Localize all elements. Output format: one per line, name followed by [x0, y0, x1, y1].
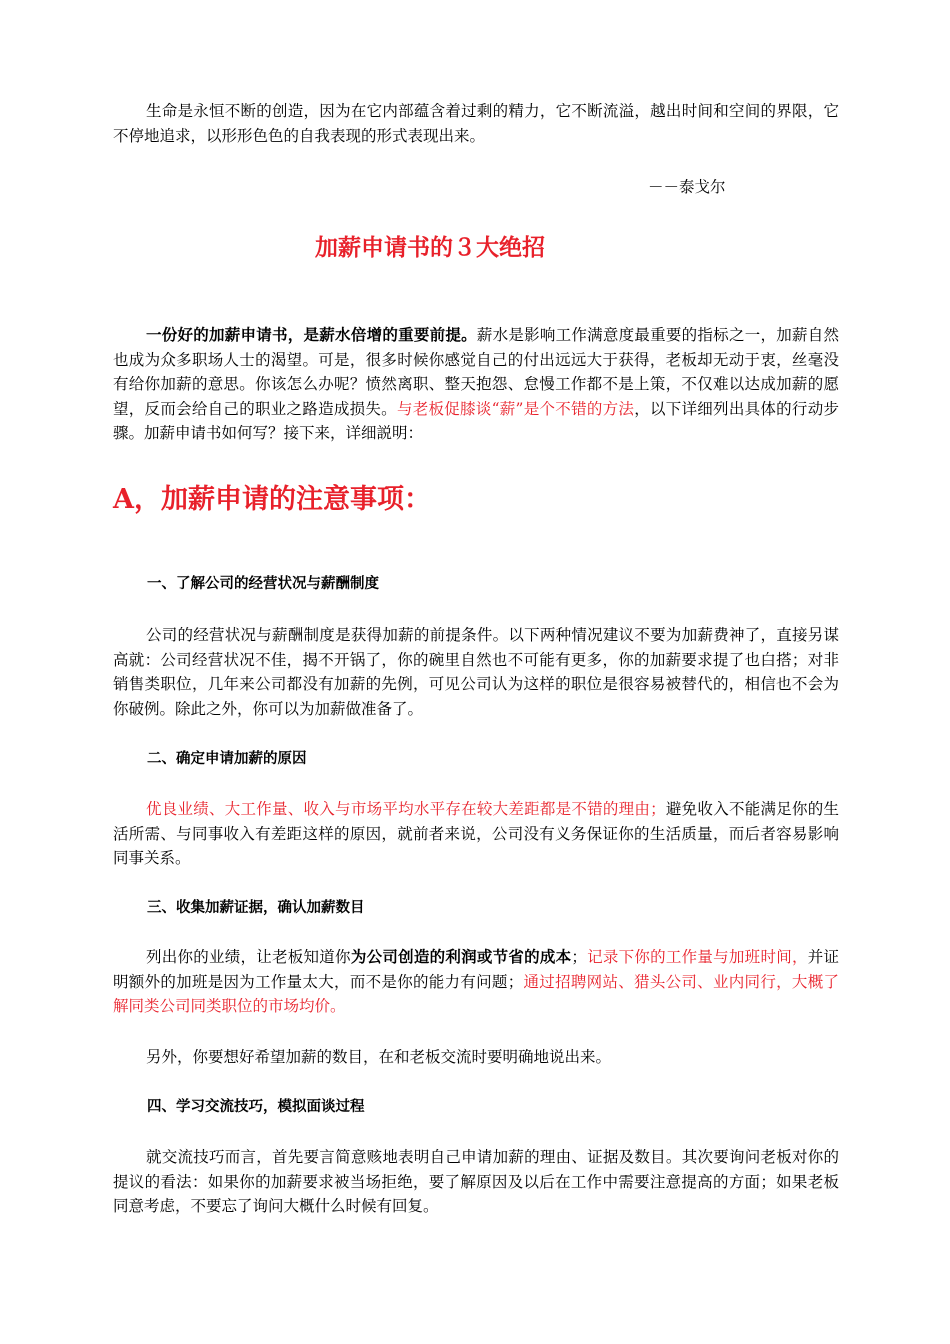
section-1-heading: 一、了解公司的经营状况与薪酬制度: [147, 576, 379, 592]
intro-paragraph: [113, 323, 839, 446]
section-2-text: 避免收入不能满足你的生活所需、与同事收入有差距这样的原因，就前者来说，公司没有义务保证你的生活质量，而后者容易影响同事关系。: [113, 800, 839, 867]
section-3-red-text-1: 记录下你的工作量与加班时间，: [586, 948, 808, 966]
quote-author: －－泰戈尔: [648, 178, 726, 196]
section-1-text: 公司的经营状况与薪酬制度是获得加薪的前提条件。以下两种情况建议不要为加薪费神了，直接另谋高就：公司经营状况不佳，揭不开锅了，你的碗里自然也不可能有更多，你的加薪要求提了也白搭；对非销售类职位，几年来公司都没有加薪的先例，可见公司认为这样的职位是很容易被替代的，相信也不会为你破例。除此之外，你可以为加薪做准备了。: [113, 626, 839, 718]
section-3-paragraph-2: [113, 1045, 839, 1070]
section-3-text-c: 并证明额外的加班是因为工作量太大，而不是你的能力有问题；: [113, 948, 839, 991]
section-3-text-a: 列出你的业绩，让老板知道你: [146, 948, 351, 966]
section-2-body: [113, 797, 839, 871]
section-4-body: [113, 1145, 839, 1219]
section-2-red-text: 优良业绩、大工作量、收入与市场平均水平存在较大差距都是不错的理由；: [146, 800, 666, 818]
section-3-bold-text: 为公司创造的利润或节省的成本: [350, 948, 572, 966]
document-title: 加薪申请书的３大绝招: [315, 234, 545, 261]
section-1-body: [113, 623, 839, 721]
intro-text-1: 薪水是影响工作满意度最重要的指标之一，加薪自然也成为众多职场人士的渴望。可是，很多时候你感觉自己的付出远远大于获得，老板却无动于衷，丝毫没有给你加薪的意思。你该怎么办呢？愤然离职、整天抱怨、怠慢工作都不是上策，不仅难以达成加薪的愿望，反而会给自己的职业之路造成损失。: [113, 326, 839, 418]
quote-text: 生命是永恒不断的创造，因为在它内部蕴含着过剩的精力，它不断流溢，越出时间和空间的界限，它不停地追求，以形形色色的自我表现的形式表现出来。: [113, 102, 839, 145]
section-3-text-b: ；: [571, 948, 587, 966]
section-a-heading: A，加薪申请的注意事项：: [113, 484, 431, 515]
intro-bold-lead: 一份好的加薪申请书，是薪水倍增的重要前提。: [146, 326, 477, 344]
section-3-red-text-2: 通过招聘网站、猎头公司、业内同行，大概了解同类公司同类职位的市场均价。: [113, 972, 839, 1015]
section-3-text-2: 另外，你要想好希望加薪的数目，在和老板交流时要明确地说出来。: [146, 1048, 612, 1066]
section-3-heading: 三、收集加薪证据，确认加薪数目: [147, 900, 365, 916]
section-2-heading: 二、确定申请加薪的原因: [147, 751, 307, 767]
section-3-paragraph-1: [113, 945, 839, 1019]
section-4-text: 就交流技巧而言，首先要言简意赅地表明自己申请加薪的理由、证据及数目。其次要询问老板对你的提议的看法：如果你的加薪要求被当场拒绝，要了解原因及以后在工作中需要注意提高的方面；如果老板同意考虑，不要忘了询问大概什么时候有回复。: [113, 1148, 839, 1215]
quote-paragraph: [113, 99, 839, 148]
section-4-heading: 四、学习交流技巧，模拟面谈过程: [147, 1099, 365, 1115]
intro-red-text: 与老板促膝谈“薪”是个不错的方法: [396, 399, 635, 418]
intro-text-2: ，以下详细列出具体的行动步骤。加薪申请书如何写？接下来，详细説明：: [113, 399, 839, 442]
